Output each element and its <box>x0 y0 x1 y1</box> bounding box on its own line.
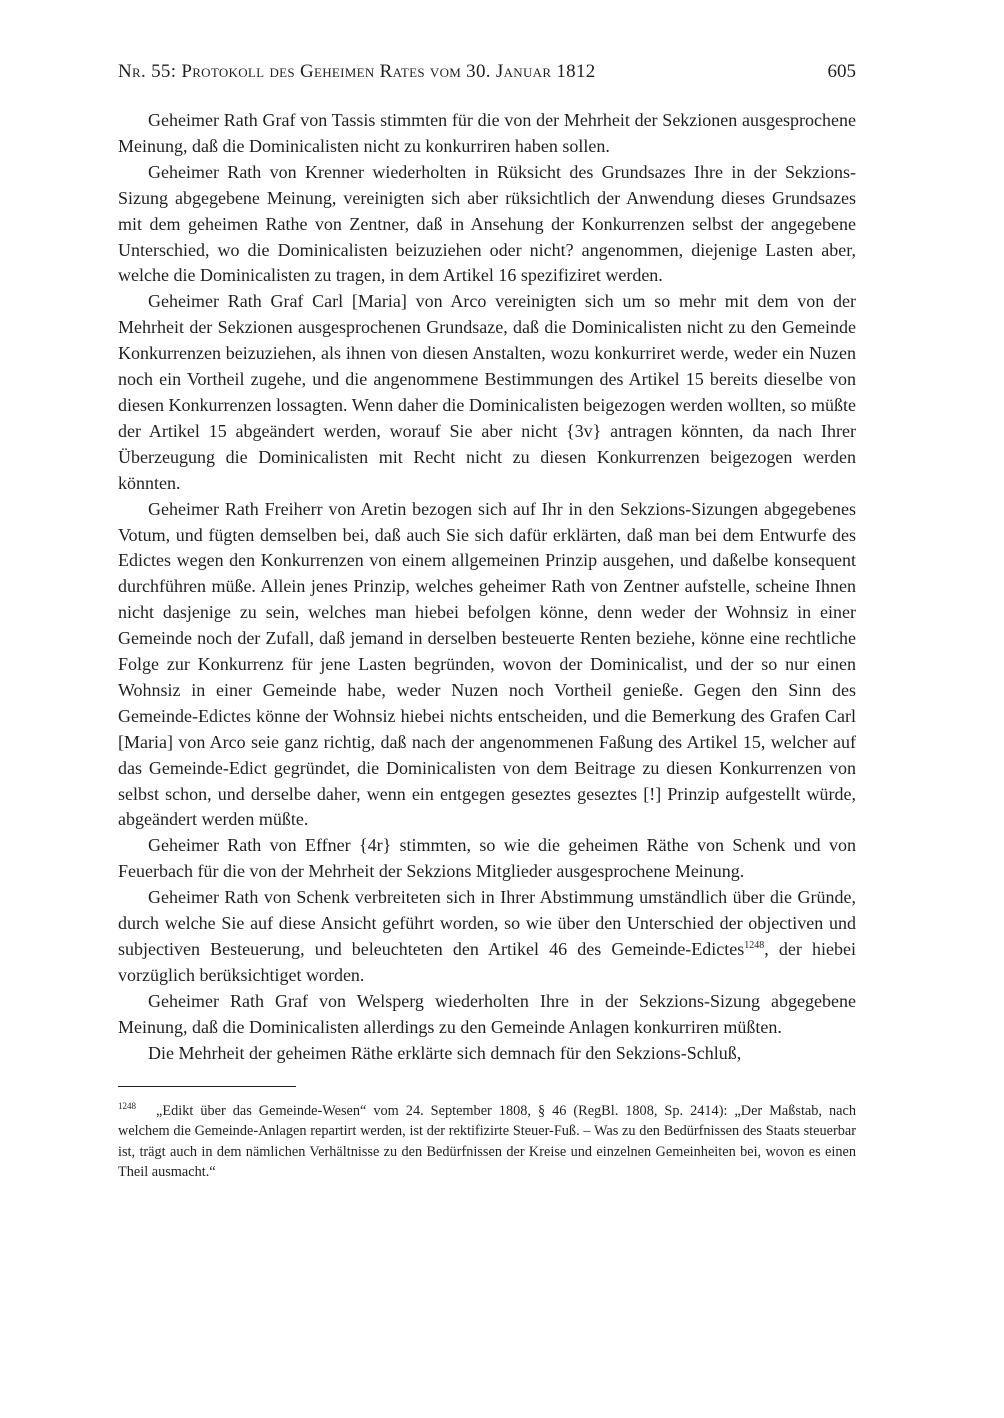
running-title: Nr. 55: Protokoll des Geheimen Rates vom 30. Januar 1812 <box>118 61 596 82</box>
main-text <box>118 108 856 1067</box>
paragraph-aretin: Geheimer Rath Freiherr von Aretin bezogen sich auf Ihr in den Sekzions-Sizungen abgegebenes Votum, und fügten demselben bei, daß auch Sie sich dafür erklärten, daß man bei dem Entwurfe des Edictes wegen den Konkurrenzen von einem allgemeinen Prinzip ausgehen, und daßelbe konsequent durchführen müße. Allein jenes Prinzip, welches geheimer Rath von Zentner aufstelle, scheine Ihnen nicht dasjenige zu sein, welches man hiebei befolgen könne, denn weder der Wohnsiz in einer Gemeinde noch der Zufall, daß jemand in derselben besteuerte Renten beziehe, könne eine rechtliche Folge zur Konkurrenz für jene Lasten begründen, wovon der Dominicalist, und der so nur einen Wohnsiz in einer Gemeinde habe, weder Nuzen noch Vortheil genieße. Gegen den Sinn des Gemeinde-Edictes könne der Wohnsiz hiebei nichts entscheiden, und die Bemerkung des Grafen Carl [Maria] von Arco seie ganz richtig, daß nach der angenommenen Faßung des Artikel 15, welcher auf das Gemeinde-Edict gegründet, die Dominicalisten von dem Beitrage zu diesen Konkurrenzen von selbst schon, und derselbe daher, wenn ein entgegen geseztes geseztes [!] Prinzip aufgestellt würde, abgeändert werden müßte. <box>118 498 856 830</box>
footnote-text: „Edikt über das Gemeinde-Wesen“ vom 24. September 1808, § 46 (RegBl. 1808, Sp. 2414): „Der Maßstab, nach welchem die Gemeinde-Anlagen repartirt werden, ist der rektifizirte Steuer-Fuß. – Was zu den Bedürfnissen des Staats steuerbar ist, trägt auch in dem nämlichen Verhältnisse zu den Bedürfnissen der Kreise und einzelnen Gemeinheiten bei, wovon es einen Theil ausmacht.“ <box>118 1102 856 1181</box>
paragraph-krenner: Geheimer Rath von Krenner wiederholten in Rüksicht des Grundsazes Ihre in der Sekzions-Sizung abgegebene Meinung, vereinigten sich aber rüksichtlich der Anwendung dieses Grundsazes mit dem geheimen Rathe von Zentner, daß in Ansehung der Konkurrenzen selbst der angegebene Unterschied, wo die Dominicalisten beizuziehen oder nicht? angenommen, diejenige Lasten aber, welche die Dominicalisten zu tragen, in dem Artikel 16 spezifiziret werden. <box>118 161 856 286</box>
footnote-divider <box>118 1086 296 1087</box>
footnote-reference[interactable]: 1248 <box>744 940 765 951</box>
paragraph-tassis: Geheimer Rath Graf von Tassis stimmten für die von der Mehrheit der Sekzionen ausgesprochene Meinung, daß die Dominicalisten nicht zu konkurriren haben sollen. <box>118 110 856 156</box>
paragraph-schenk <box>118 885 856 989</box>
paragraph-text: Geheimer Rath von Schenk verbreiteten sich in Ihrer Abstimmung umständlich über die Gründe, durch welche Sie auf diese Ansicht geführt worden, so wie über den Unterschied der objectiven und subjectiven Besteuerung, und beleuchteten den Artikel 46 des Gemeinde-Edictes <box>118 887 856 959</box>
paragraph-welsperg: Geheimer Rath Graf von Welsperg wiederholten Ihre in der Sekzions-Sizung abgegebene Meinung, daß die Dominicalisten allerdings zu den Gemeinde Anlagen konkurriren müßten. <box>118 990 856 1037</box>
paragraph-conclusion: Die Mehrheit der geheimen Räthe erklärte sich demnach für den Sekzions-Schluß, <box>148 1042 742 1063</box>
page-number: 605 <box>827 61 856 82</box>
document-page <box>118 60 856 1183</box>
paragraph-text: , der hiebei vorzüglich berüksichtiget worden. <box>118 939 856 985</box>
running-header <box>118 60 856 108</box>
paragraph-effner: Geheimer Rath von Effner {4r} stimmten, so wie die geheimen Räthe von Schenk und von Feuerbach für die von der Mehrheit der Sekzions Mitglieder ausgesprochene Meinung. <box>118 835 856 882</box>
footnote: 1248 „Edikt über das Gemeinde-Wesen“ vom 24. September 1808, § 46 (RegBl. 1808, Sp. 2414): „Der Maßstab, nach welchem die Gemeinde-Anlagen repartirt werden, ist der rektifizirte Steuer-Fuß. – Was zu den Bedürfnissen des Staats steuerbar ist, trägt auch in dem nämlichen Verhältnisse zu den Bedürfnissen der Kreise und einzelnen Gemeinheiten bei, wovon es einen Theil ausmacht.“ <box>118 1100 856 1181</box>
paragraph-arco: Geheimer Rath Graf Carl [Maria] von Arco vereinigten sich um so mehr mit dem von der Mehrheit der Sekzionen ausgesprochenen Grundsaze, daß die Dominicalisten nicht zu den Gemeinde Konkurrenzen beizuziehen, als ihnen von diesen Anstalten, wozu konkurriret werde, weder ein Nuzen noch ein Vortheil zugehe, und die angenommene Bestimmungen des Artikel 15 bereits dieselbe von diesen Konkurrenzen lossagten. Wenn daher die Dominicalisten beigezogen werden wollten, so müßte der Artikel 15 abgeändert werden, worauf Sie aber nicht {3v} antragen könnten, da nach Ihrer Überzeugung die Dominicalisten mit Recht nicht zu diesen Konkurrenzen beigezogen werden könnten. <box>118 291 856 493</box>
